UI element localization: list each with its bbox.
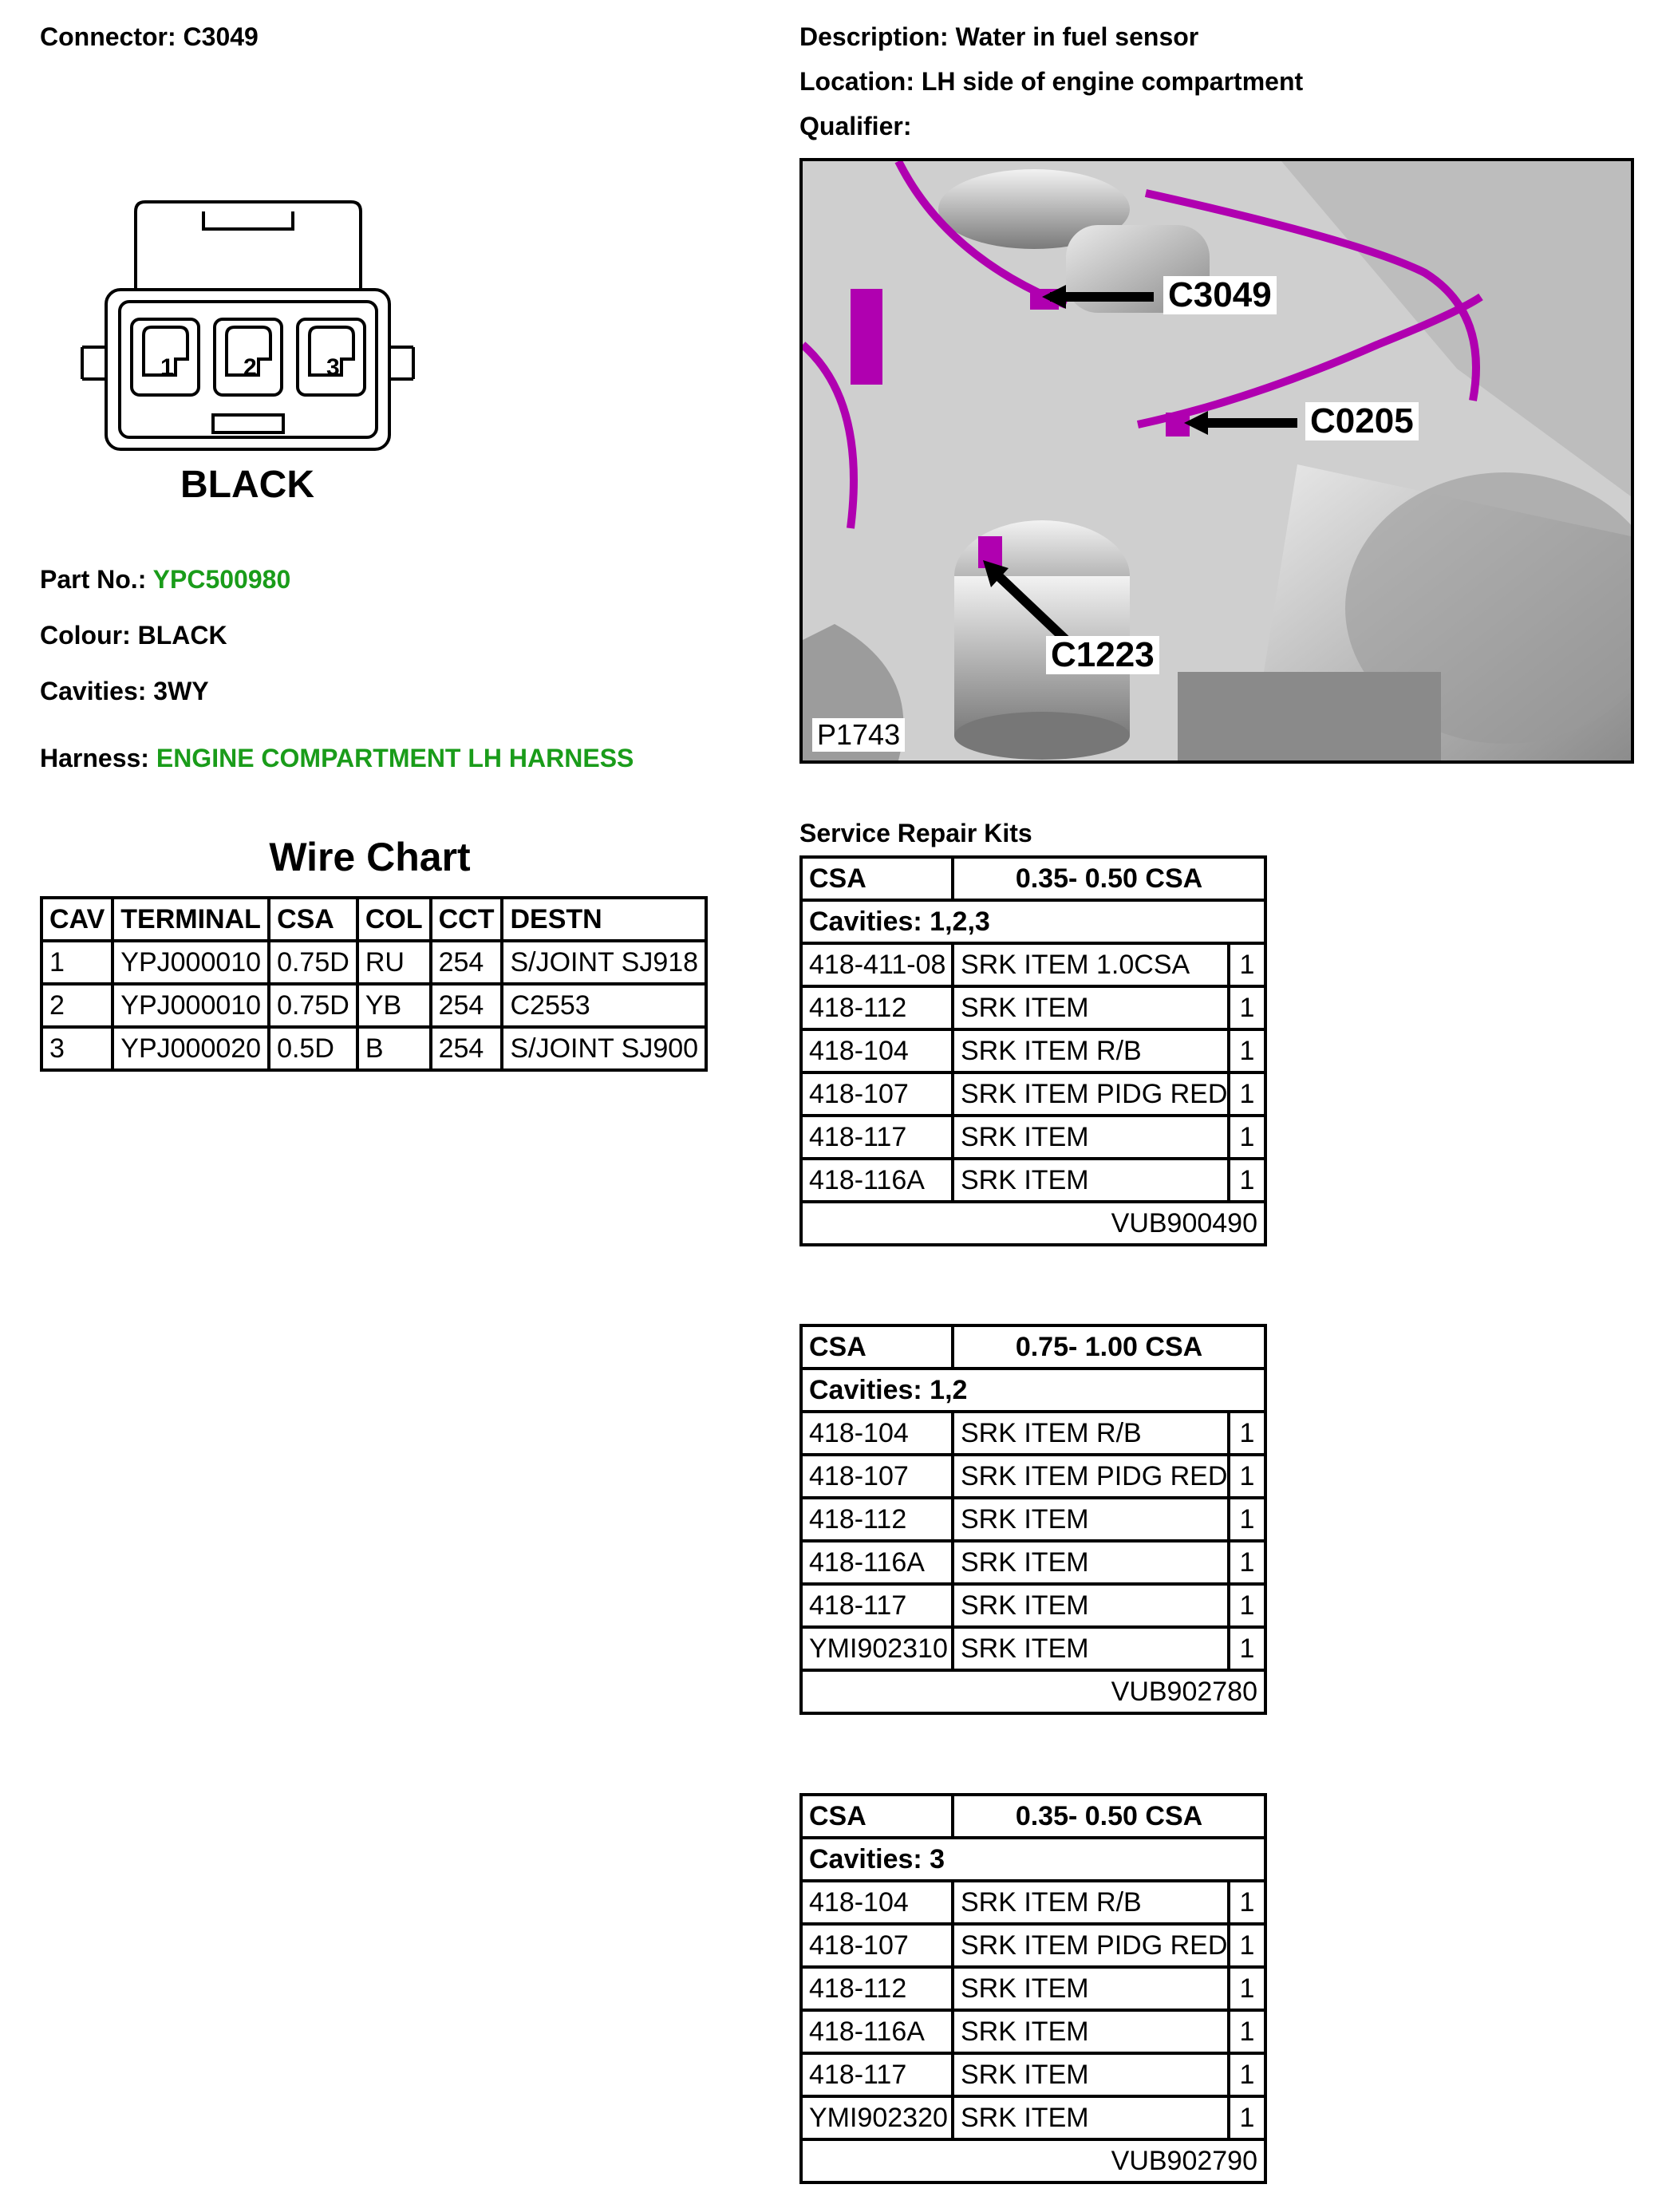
table-row bbox=[801, 1967, 1265, 2010]
kit-csa-range: 0.35- 0.50 CSA bbox=[953, 1795, 1265, 1838]
kit-cavities: Cavities: 1,2,3 bbox=[801, 900, 1265, 943]
kit-item-desc: SRK ITEM bbox=[953, 1541, 1229, 1584]
cell-terminal: YPJ000010 bbox=[113, 984, 269, 1027]
table-row bbox=[801, 2096, 1265, 2139]
col-header-cct: CCT bbox=[431, 898, 503, 941]
cell-cct: 254 bbox=[431, 941, 503, 984]
table-row bbox=[801, 1498, 1265, 1541]
kit-item-qty: 1 bbox=[1229, 1924, 1265, 1967]
kit-item-desc: SRK ITEM R/B bbox=[953, 1881, 1229, 1924]
cell-cav: 2 bbox=[41, 984, 113, 1027]
table-row bbox=[801, 1584, 1265, 1627]
cavities-label: Cavities: 3WY bbox=[40, 677, 209, 705]
kit-cavities: Cavities: 3 bbox=[801, 1838, 1265, 1881]
kit-item-desc: SRK ITEM bbox=[953, 1498, 1229, 1541]
callout-c1223: C1223 bbox=[1046, 636, 1159, 674]
table-row bbox=[801, 986, 1265, 1029]
cell-csa: 0.5D bbox=[269, 1027, 357, 1070]
kit-item-qty: 1 bbox=[1229, 2096, 1265, 2139]
kit-part-no: 418-107 bbox=[801, 1072, 953, 1116]
kit-part-no: 418-104 bbox=[801, 1881, 953, 1924]
kit-number: VUB902780 bbox=[801, 1670, 1265, 1713]
kit-part-no: 418-411-08 bbox=[801, 943, 953, 986]
wire-chart-table bbox=[40, 896, 708, 1072]
cell-csa: 0.75D bbox=[269, 984, 357, 1027]
figure-id: P1743 bbox=[812, 718, 905, 752]
harness-row bbox=[40, 744, 634, 773]
kit-item-qty: 1 bbox=[1229, 1627, 1265, 1670]
col-header-cav: CAV bbox=[41, 898, 113, 941]
pin-3-label: 3 bbox=[326, 354, 340, 381]
kit-csa-range: 0.35- 0.50 CSA bbox=[953, 857, 1265, 900]
service-repair-kits-title: Service Repair Kits bbox=[799, 819, 1032, 847]
kit-item-qty: 1 bbox=[1229, 1455, 1265, 1498]
kit-item-qty: 1 bbox=[1229, 1541, 1265, 1584]
kit-part-no: 418-107 bbox=[801, 1455, 953, 1498]
table-row bbox=[801, 1881, 1265, 1924]
part-no-value: YPC500980 bbox=[152, 565, 291, 594]
engine-location-photo bbox=[799, 158, 1634, 764]
cell-destn: S/JOINT SJ918 bbox=[502, 941, 706, 984]
kit-csa-range: 0.75- 1.00 CSA bbox=[953, 1325, 1265, 1369]
kit-part-no: 418-104 bbox=[801, 1029, 953, 1072]
kit-item-qty: 1 bbox=[1229, 1159, 1265, 1202]
kit-item-qty: 1 bbox=[1229, 1072, 1265, 1116]
kit-item-desc: SRK ITEM bbox=[953, 2096, 1229, 2139]
kit-item-qty: 1 bbox=[1229, 2053, 1265, 2096]
kit-item-qty: 1 bbox=[1229, 943, 1265, 986]
cell-cct: 254 bbox=[431, 984, 503, 1027]
colour-label: Colour: BLACK bbox=[40, 621, 227, 650]
table-row bbox=[41, 941, 706, 984]
kit-part-no: 418-117 bbox=[801, 1584, 953, 1627]
kit-item-desc: SRK ITEM bbox=[953, 1584, 1229, 1627]
repair-kit-table-2 bbox=[799, 1324, 1267, 1715]
repair-kit-table-3 bbox=[799, 1793, 1267, 2184]
kit-item-qty: 1 bbox=[1229, 2010, 1265, 2053]
kit-item-desc: SRK ITEM PIDG RED bbox=[953, 1455, 1229, 1498]
table-row bbox=[801, 2053, 1265, 2096]
kit-number: VUB900490 bbox=[801, 1202, 1265, 1245]
table-row bbox=[801, 1072, 1265, 1116]
cell-terminal: YPJ000010 bbox=[113, 941, 269, 984]
cell-col: B bbox=[357, 1027, 431, 1070]
kit-part-no: YMI902320 bbox=[801, 2096, 953, 2139]
kit-part-no: 418-116A bbox=[801, 2010, 953, 2053]
kit-part-no: YMI902310 bbox=[801, 1627, 953, 1670]
description-label: Description: Water in fuel sensor bbox=[799, 22, 1199, 51]
cell-col: RU bbox=[357, 941, 431, 984]
harness-value: ENGINE COMPARTMENT LH HARNESS bbox=[156, 744, 634, 772]
cell-terminal: YPJ000020 bbox=[113, 1027, 269, 1070]
kit-part-no: 418-116A bbox=[801, 1159, 953, 1202]
table-row bbox=[41, 1027, 706, 1070]
kit-item-qty: 1 bbox=[1229, 1967, 1265, 2010]
kit-item-desc: SRK ITEM 1.0CSA bbox=[953, 943, 1229, 986]
kit-item-qty: 1 bbox=[1229, 1881, 1265, 1924]
table-row bbox=[801, 1627, 1265, 1670]
kit-csa-label: CSA bbox=[801, 857, 953, 900]
kit-item-desc: SRK ITEM PIDG RED bbox=[953, 1072, 1229, 1116]
table-row bbox=[801, 1029, 1265, 1072]
kit-item-desc: SRK ITEM bbox=[953, 986, 1229, 1029]
table-row bbox=[801, 2010, 1265, 2053]
kit-item-desc: SRK ITEM R/B bbox=[953, 1029, 1229, 1072]
col-header-csa: CSA bbox=[269, 898, 357, 941]
col-header-col: COL bbox=[357, 898, 431, 941]
connector-label: Connector: C3049 bbox=[40, 22, 259, 51]
kit-item-desc: SRK ITEM R/B bbox=[953, 1412, 1229, 1455]
cell-destn: C2553 bbox=[502, 984, 706, 1027]
kit-csa-label: CSA bbox=[801, 1795, 953, 1838]
table-row bbox=[801, 943, 1265, 986]
wire-chart-title: Wire Chart bbox=[269, 835, 471, 879]
table-row bbox=[801, 1455, 1265, 1498]
kit-part-no: 418-117 bbox=[801, 2053, 953, 2096]
cell-cct: 254 bbox=[431, 1027, 503, 1070]
kit-part-no: 418-112 bbox=[801, 986, 953, 1029]
part-no-row bbox=[40, 565, 290, 594]
kit-item-desc: SRK ITEM bbox=[953, 1967, 1229, 2010]
kit-item-qty: 1 bbox=[1229, 1116, 1265, 1159]
kit-csa-label: CSA bbox=[801, 1325, 953, 1369]
cell-csa: 0.75D bbox=[269, 941, 357, 984]
kit-item-desc: SRK ITEM bbox=[953, 1627, 1229, 1670]
part-no-prefix: Part No.: bbox=[40, 565, 153, 594]
pin-2-label: 2 bbox=[243, 354, 257, 381]
cell-cav: 3 bbox=[41, 1027, 113, 1070]
kit-item-desc: SRK ITEM PIDG RED bbox=[953, 1924, 1229, 1967]
kit-item-qty: 1 bbox=[1229, 1498, 1265, 1541]
kit-item-desc: SRK ITEM bbox=[953, 1159, 1229, 1202]
kit-item-desc: SRK ITEM bbox=[953, 2010, 1229, 2053]
table-row bbox=[801, 1541, 1265, 1584]
connector-color-label: BLACK bbox=[180, 464, 314, 506]
kit-part-no: 418-116A bbox=[801, 1541, 953, 1584]
kit-cavities: Cavities: 1,2 bbox=[801, 1369, 1265, 1412]
kit-part-no: 418-112 bbox=[801, 1498, 953, 1541]
callout-c0205: C0205 bbox=[1305, 402, 1419, 440]
callout-c3049: C3049 bbox=[1163, 276, 1277, 314]
kit-item-qty: 1 bbox=[1229, 1029, 1265, 1072]
qualifier-label: Qualifier: bbox=[799, 112, 912, 140]
table-row bbox=[801, 1412, 1265, 1455]
col-header-terminal: TERMINAL bbox=[113, 898, 269, 941]
kit-item-qty: 1 bbox=[1229, 1412, 1265, 1455]
wire-chart-header-row bbox=[41, 898, 706, 941]
kit-number: VUB902790 bbox=[801, 2139, 1265, 2182]
col-header-destn: DESTN bbox=[502, 898, 706, 941]
kit-item-desc: SRK ITEM bbox=[953, 2053, 1229, 2096]
harness-prefix: Harness: bbox=[40, 744, 156, 772]
cell-destn: S/JOINT SJ900 bbox=[502, 1027, 706, 1070]
kit-item-desc: SRK ITEM bbox=[953, 1116, 1229, 1159]
kit-part-no: 418-104 bbox=[801, 1412, 953, 1455]
cell-cav: 1 bbox=[41, 941, 113, 984]
kit-item-qty: 1 bbox=[1229, 986, 1265, 1029]
location-label: Location: LH side of engine compartment bbox=[799, 67, 1304, 96]
kit-part-no: 418-107 bbox=[801, 1924, 953, 1967]
table-row bbox=[41, 984, 706, 1027]
kit-part-no: 418-112 bbox=[801, 1967, 953, 2010]
table-row bbox=[801, 1924, 1265, 1967]
repair-kit-table-1 bbox=[799, 855, 1267, 1246]
cell-col: YB bbox=[357, 984, 431, 1027]
kit-item-qty: 1 bbox=[1229, 1584, 1265, 1627]
pin-1-label: 1 bbox=[160, 354, 174, 381]
connector-face-diagram bbox=[76, 196, 419, 511]
kit-part-no: 418-117 bbox=[801, 1116, 953, 1159]
table-row bbox=[801, 1159, 1265, 1202]
table-row bbox=[801, 1116, 1265, 1159]
